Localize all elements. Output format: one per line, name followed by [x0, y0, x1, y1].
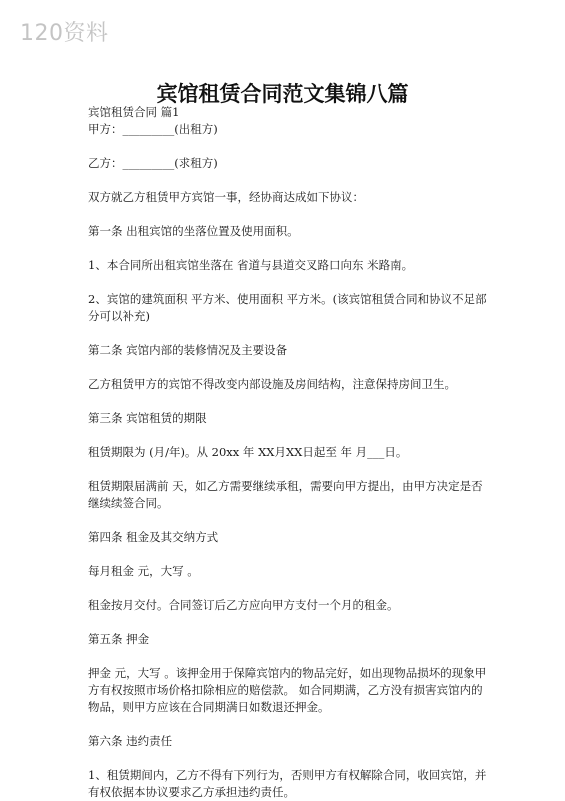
article-1-heading: 第一条 出租宾馆的坐落位置及使用面积。 — [88, 224, 299, 238]
document-subtitle: 宾馆租赁合同 篇1 — [88, 105, 180, 119]
article-4-payment: 租金按月交付。合同签订后乙方应向甲方支付一个月的租金。 — [88, 598, 399, 612]
article-6-heading: 第六条 违约责任 — [88, 734, 173, 748]
document-title: 宾馆租赁合同范文集锦八篇 — [156, 81, 409, 106]
article-2-heading: 第二条 宾馆内部的装修情况及主要设备 — [88, 343, 288, 357]
article-1-clause-2: 2、宾馆的建筑面积 平方米、使用面积 平方米。(该宾馆租赁合同和协议不足部分可以补充) — [88, 292, 487, 323]
article-4-heading: 第四条 租金及其交纳方式 — [88, 530, 219, 544]
article-1-clause-1: 1、本合同所出租宾馆坐落在 省道与县道交叉路口向东 米路南。 — [88, 258, 414, 272]
agreement-intro: 双方就乙方租赁甲方宾馆一事，经协商达成如下协议： — [88, 190, 364, 204]
article-3-term: 租赁期限为 (月/年)。从 20xx 年 XX月XX日起至 年 月___日。 — [88, 445, 408, 459]
article-4-monthly-rent: 每月租金 元，大写 。 — [88, 564, 199, 578]
article-3-heading: 第三条 宾馆租赁的期限 — [88, 411, 207, 425]
article-3-renewal: 租赁期限届满前 天，如乙方需要继续承租，需要向甲方提出，由甲方决定是否继续续签合同。 — [88, 479, 483, 510]
article-5-deposit: 押金 元，大写 。该押金用于保障宾馆内的物品完好，如出现物品损坏的现象甲方有权按照市场价格扣除相应的赔偿款。 如合同期满，乙方没有损害宾馆内的物品，则甲方应该在合同期满日如数退还押金。 — [88, 666, 487, 714]
article-2-text: 乙方租赁甲方的宾馆不得改变内部设施及房间结构，注意保持房间卫生。 — [88, 377, 456, 391]
article-6-clause-1: 1、租赁期间内，乙方不得有下列行为，否则甲方有权解除合同，收回宾馆，并有权依据本协议要求乙方承担违约责任。 — [88, 768, 487, 799]
article-5-heading: 第五条 押金 — [88, 632, 150, 646]
document-body — [88, 104, 488, 801]
party-a-line: 甲方：_________(出租方) — [88, 122, 218, 136]
party-b-line: 乙方：_________(求租方) — [88, 156, 218, 170]
watermark-logo: 120资料 — [20, 21, 109, 46]
